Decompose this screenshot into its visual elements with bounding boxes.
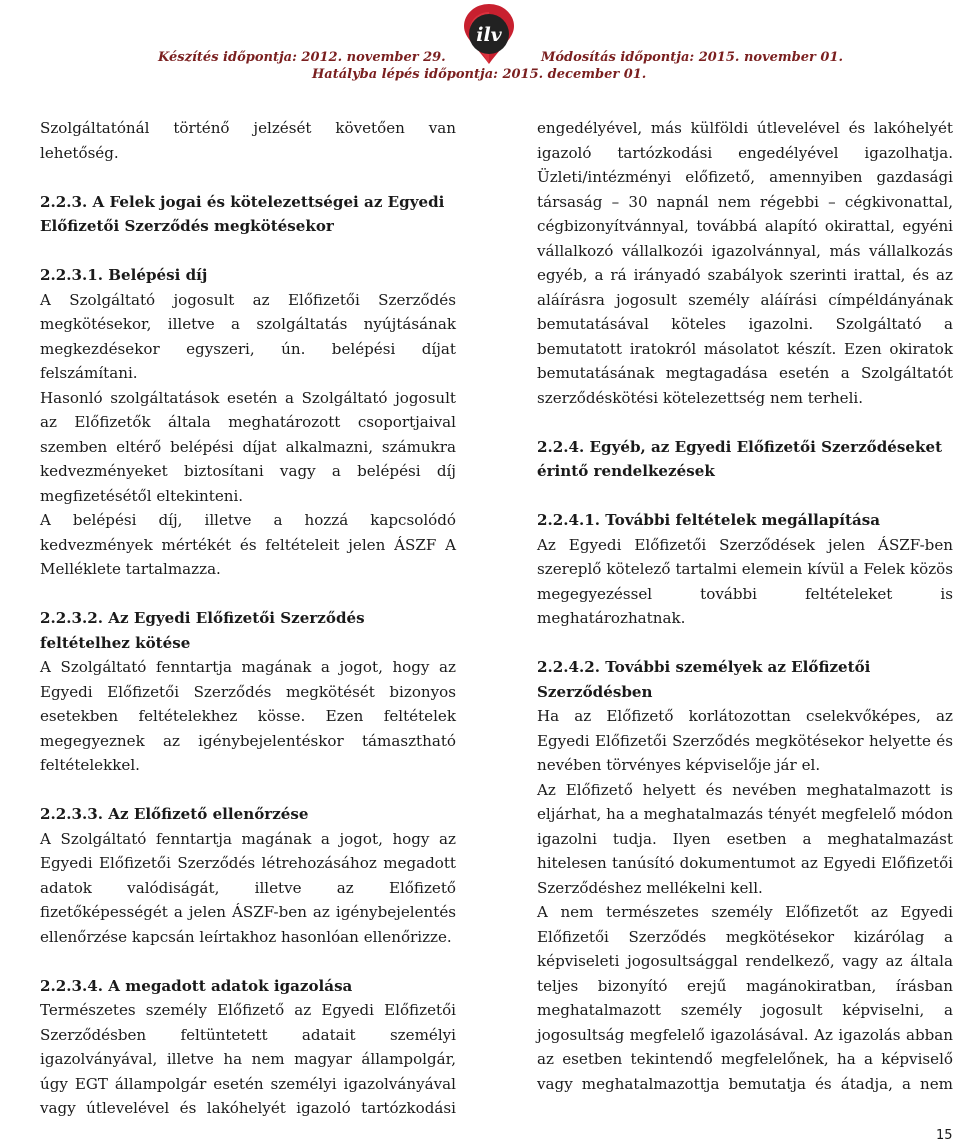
section-heading-2-2-3-2: 2.2.3.2. Az Egyedi Előfizetői Szerződés feltételhez kötése [40,609,365,652]
left-column [40,116,456,1121]
effective-date: Hatályba lépés időpontja: 2015. december 01. [312,67,647,82]
paragraph: A belépési díj, illetve a hozzá kapcsolódó kedvezmények mértékét és feltételeit jelen ÁSZF A Melléklete tartalmazza. [40,511,456,578]
right-column [537,116,953,1096]
logo-text: ilv [476,24,502,46]
page-header [0,0,960,90]
section-heading-2-2-4-1: 2.2.4.1. További feltételek megállapítása [537,511,880,529]
modified-date: Módosítás időpontja: 2015. november 01. [541,50,844,65]
paragraph: A nem természetes személy Előfizetőt az Egyedi Előfizetői Szerződés megkötésekor kizárólag a képviseleti jogosultsággal rendelkező, vagy az általa teljes bizonyító erejű magánokiratban, írásban meghatalmazott személy jogosult képviselni, a jogosultság megfelelő igazolásával. Az igazolás abban az esetben tekintendő megfelelőnek, ha a képviselő vagy meghatalmazottja bemutatja és átadja, a nem [537,903,953,1093]
ilv-logo [458,4,520,66]
paragraph: engedélyével, más külföldi útlevelével és lakóhelyét igazoló tartózkodási engedélyével igazolhatja. Üzleti/intézményi előfizető, amennyiben gazdasági társaság – 30 napnál nem régebbi – cégkivonattal, cégbizonyítvánnyal, továbbá alapító okirattal, egyéni vállalkozó vállalkozói igazolvánnyal, más vállalkozás egyéb, a rá irányadó szabályok szerinti irattal, és az aláírásra jogosult személy aláírási címpéldányának bemutatásával köteles igazolni. Szolgáltató a bemutatott iratokról másolatot készít. Ezen okiratok bemutatásának megtagadása esetén a Szolgáltatót szerződéskötési kötelezettség nem terheli. [537,119,953,407]
paragraph: Szolgáltatónál történő jelzését követően van lehetőség. [40,119,456,162]
paragraph: Természetes személy Előfizető az Egyedi Előfizetői Szerződésben feltüntetett adatait személyi igazolványával, illetve ha nem magyar állampolgár, úgy EGT állampolgár esetén személyi igazolványával vagy útlevelével és lakóhelyét igazoló tartózkodási [40,1001,456,1117]
created-date: Készítés időpontja: 2012. november 29. [158,50,446,65]
page-number: 15 [936,1128,953,1143]
section-heading-2-2-4: 2.2.4. Egyéb, az Egyedi Előfizetői Szerződéseket érintő rendelkezések [537,437,943,480]
section-heading-2-2-3-4: 2.2.3.4. A megadott adatok igazolása [40,976,353,995]
section-heading-2-2-4-2: 2.2.4.2. További személyek az Előfizetői Szerződésben [537,658,871,701]
paragraph: Ha az Előfizető korlátozottan cselekvőképes, az Egyedi Előfizetői Szerződés megkötésekor helyette és nevében törvényes képviselője jár el. [537,707,953,774]
section-heading-2-2-3: 2.2.3. A Felek jogai és kötelezettségei az Egyedi Előfizetői Szerződés megkötésekor [40,192,445,235]
section-heading-2-2-3-1: 2.2.3.1. Belépési díj [40,266,208,284]
paragraph: A Szolgáltató fenntartja magának a jogot, hogy az Egyedi Előfizetői Szerződés megkötését bizonyos esetekben feltételekhez kösse. Ezen feltételek megegyeznek az igénybejelentéskor támasztható feltételekkel. [40,658,456,774]
paragraph: Hasonló szolgáltatások esetén a Szolgáltató jogosult az Előfizetők általa meghatározott csoportjaival szemben eltérő belépési díjat alkalmazni, számukra kedvezményeket biztosítani vagy a belépési díj megfizetésétől eltekinteni. [40,388,456,505]
paragraph: Az Egyedi Előfizetői Szerződések jelen ÁSZF-ben szereplő kötelező tartalmi elemein kívül a Felek közös megegyezéssel további feltételeket is meghatározhatnak. [537,535,953,627]
paragraph: A Szolgáltató jogosult az Előfizetői Szerződés megkötésekor, illetve a szolgáltatás nyújtásának megkezdésekor egyszeri, ún. belépési díjat felszámítani. [40,290,456,382]
paragraph: Az Előfizető helyett és nevében meghatalmazott is eljárhat, ha a meghatalmazás tényét megfelelő módon igazolni tudja. Ilyen esetben a meghatalmazást hitelesen tanúsító dokumentumot az Egyedi Előfizetői Szerződéshez mellékelni kell. [537,780,953,897]
paragraph: A Szolgáltató fenntartja magának a jogot, hogy az Egyedi Előfizetői Szerződés létrehozásához megadott adatok valódiságát, illetve az Előfizető fizetőképességét a jelen ÁSZF-ben az igénybejelentés ellenőrzése kapcsán leírtakhoz hasonlóan ellenőrizze. [40,829,456,946]
section-heading-2-2-3-3: 2.2.3.3. Az Előfizető ellenőrzése [40,805,309,823]
